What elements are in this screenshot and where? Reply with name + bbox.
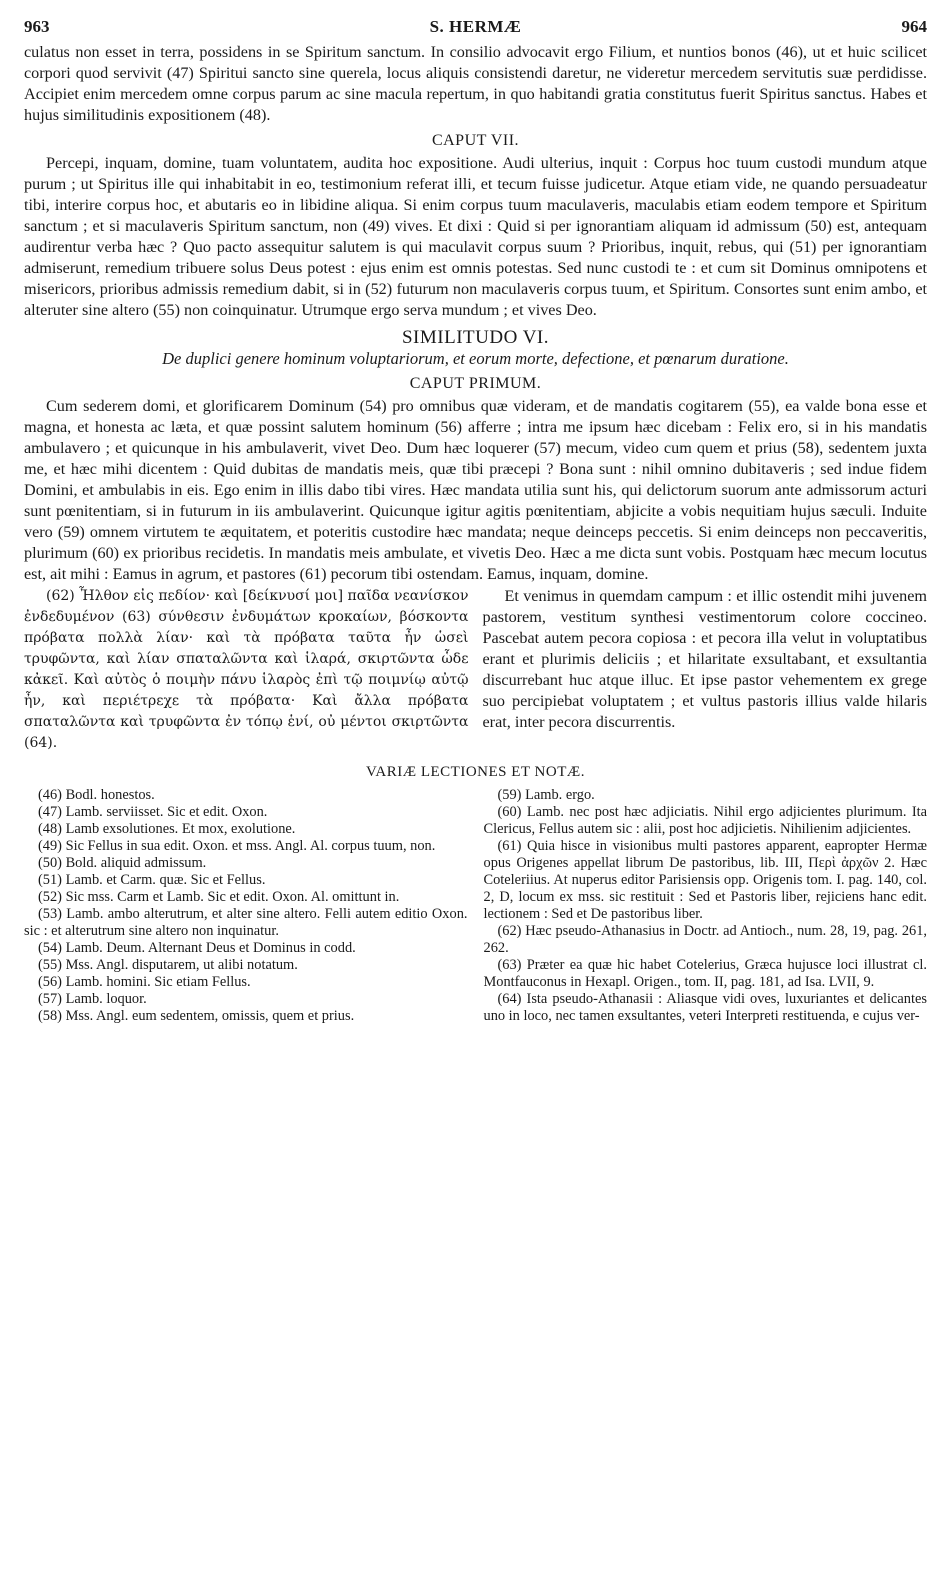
footnote: (54) Lamb. Deum. Alternant Deus et Dominus in codd. xyxy=(38,940,356,956)
footnote: (49) Sic Fellus in sua edit. Oxon. et mss. Angl. Al. corpus tuum, non. xyxy=(38,838,436,854)
footnote: (50) Bold. aliquid admissum. xyxy=(38,855,207,871)
footnote: (53) Lamb. ambo alterutrum, et alter sine altero. Felli autem editio Oxon. sic : et alterutrum sine altero non inquinatur. xyxy=(24,906,468,939)
footnote: (48) Lamb exsolutiones. Et mox, exolutione. xyxy=(38,821,296,837)
footnote: (46) Bodl. honestos. xyxy=(38,787,155,803)
footnote: (47) Lamb. serviisset. Sic et edit. Oxon. xyxy=(38,804,268,820)
paragraph-caput-vii: Percepi, inquam, domine, tuam voluntatem, audita hoc expositione. Audi ulterius, inquit : Corpus hoc tuum custodi mundum atque purum ; ut Spiritus ille qui inhabitabit in eo, testimonium referat illi, et tecum fuisse judicetur. Atque etiam vide, ne quando persuadeatur tibi, interire corpus hoc, et abutaris eo in libidine aliqua. Si enim corpus tuum maculaveris, maculabis etiam eodem tempore et Spiritum sanctum ; et si maculaveris Spiritum sanctum, non (49) vives. Et dixi : Quid si per ignorantiam aliquam id admissum (50) est, antequam audirentur verba hæc ? Quo pacto assequitur salutem is qui maculavit corpus suum ? Prioribus, inquit, rebus, qui (51) per ignorantiam admiserunt, remedium tribuere solus Deus potest : ejus enim est omnis potestas. Sed nunc custodi te : et cum sit Dominus omnipotens et misericors, prioribus admissis remedium dabit, si in (52) futurum non maculaveris corpus tuum, et Spiritum. Consortes sunt enim ambo, et alteruter sine altero (55) non coinquinatur. Utrumque ergo serva mundum ; et vives Deo. xyxy=(24,154,927,319)
page-number-left: 963 xyxy=(24,17,50,36)
footnote: (57) Lamb. loquor. xyxy=(38,991,147,1007)
footnote: (51) Lamb. et Carm. quæ. Sic et Fellus. xyxy=(38,872,266,888)
footnote: (52) Sic mss. Carm et Lamb. Sic et edit. Oxon. Al. omittunt in. xyxy=(38,889,400,905)
greek-text-column xyxy=(24,586,469,754)
footnote: (55) Mss. Angl. disputarem, ut alibi notatum. xyxy=(38,957,298,973)
footnote: (60) Lamb. nec post hæc adjiciatis. Nihil ergo adjicientes plurimum. Ita Clericus, Fellus autem sic : alii, post hoc adjicietis. Nihilienim adjicientes. xyxy=(483,804,927,837)
paragraph-continuation: culatus non esset in terra, possidens in se Spiritum sanctum. In consilio advocavit ergo Filium, et nuntios bonos (46), ut et huic scilicet corpori quod servivit (47) Spiritui sancto sine querela, locus aliquis consistendi daretur, ne videretur mercedem servitutis suæ perdidisse. Accipiet enim mercedem omne corpus parum ac sine macula repertum, in quo habitandi gratia constitutus fuerit Spiritus sanctus. Habes et hujus similitudinis expositionem (48). xyxy=(24,43,927,124)
latin-text-column xyxy=(483,586,928,754)
latin-paragraph: Et venimus in quemdam campum : et illic ostendit mihi juvenem pastorem, vestitum synthesi vestimentorum colore coccineo. Pascebat autem pecora copiosa : et pecora illa velut in voluptatibus erant et plurimis deliciis ; et hilaritate exsultabant, et exsultantia discurrebant huc atque illuc. Et ipse pastor vehementem ex grege suo percipiebat voluptatem ; et vultus pastoris illius valde hilaris erat, inter pecora discurrentis. xyxy=(482,587,927,731)
chapter-heading-vii: CAPUT VII. xyxy=(431,132,520,149)
paragraph-caput-primum: Cum sederem domi, et glorificarem Dominum (54) pro omnibus quæ videram, et de mandatis cogitarem (55), ea valde bona esse et magna, et honesta ac læta, et quæ possint salutem hominum (56) afferre ; intra me ipsum hæc dicebam : Felix ero, si in his mandatis ambulavero ; et quicunque in his ambulaverit, vivet Deo. Dum hæc loquerer (57) mecum, video cum quem et prius (58), sedentem juxta me, et hæc mihi dicentem : Quid dubitas de mandatis meis, quæ tibi præcepi ? Bona sunt : nihil omnino dubitaveris ; sed indue fidem Domini, et ambulabis in eis. Ego enim in illis dabo tibi vires. Hæc mandata utilia sunt his, qui delictorum suorum ante admissorum acturi sunt pœnitentiam, si in futurum in iis ambulaverint. Quicunque igitur agitis pœnitentiam, abjicite a vobis nequitiam hujus sæculi. Induite vero (59) omnem virtutem te æquitatem, et poteritis custodire hæc mandata; neque deinceps peccetis. Si enim deinceps non peccaveritis, plurimum (60) ex prioribus recidetis. In mandatis meis ambulate, et vivetis Deo. Hæc a me dicta sunt vobis. Postquam hæc mecum locutus est, ait mihi : Eamus in agrum, et pastores (61) pecorum tibi ostendam. Eamus, inquam, domine. xyxy=(24,397,927,583)
footnote: (64) Ista pseudo-Athanasii : Aliasque vidi oves, luxuriantes et delicantes uno in loco, nec tamen exsultantes, veteri Interpreti restituenda, e cujus ver- xyxy=(483,991,927,1024)
chapter-heading-primum: CAPUT PRIMUM. xyxy=(409,375,542,392)
footnote: (59) Lamb. ergo. xyxy=(497,787,595,803)
footnotes-left-column xyxy=(24,787,468,1025)
running-title: S. HERMÆ xyxy=(429,17,522,36)
footnote: (56) Lamb. homini. Sic etiam Fellus. xyxy=(38,974,251,990)
footnote: (62) Hæc pseudo-Athanasius in Doctr. ad Antioch., num. 28, 19, pag. 261, 262. xyxy=(483,923,927,956)
similitude-heading: SIMILITUDO VI. xyxy=(401,327,550,348)
footnote: (58) Mss. Angl. eum sedentem, omissis, quem et prius. xyxy=(38,1008,355,1024)
greek-paragraph: (62) Ἦλθον εἰς πεδίον· καὶ [δείκνυσί μοι] παῖδα νεανίσκον ἐνδεδυμένον (63) σύνθεσιν ἐνδυμάτων κροκαίων, βόσκοντα πρόβατα πολλὰ λίαν· καὶ τὰ πρόβατα ταῦτα ἦν ὡσεὶ τρυφῶντα, καὶ λίαν σπαταλῶντα καὶ ἱλαρά, σκιρτῶντα ὧδε κἀκεῖ. Καὶ αὐτὸς ὁ ποιμὴν πάνυ ἱλαρὸς ἐπὶ τῷ ποιμνίῳ αὐτῷ ἦν, καὶ περιέτρεχε τὰ πρόβατα· Καὶ ἄλλα πρόβατα σπαταλῶντα καὶ τρυφῶντα ἐν τόπῳ ἑνί, οὐ μέντοι σκιρτῶντα (64). xyxy=(24,588,469,751)
similitude-subtitle: De duplici genere hominum voluptariorum, et eorum morte, defectione, et pœnarum duratione. xyxy=(162,349,789,368)
footnotes xyxy=(24,787,927,1025)
running-header xyxy=(24,16,927,42)
page-number-right: 964 xyxy=(901,17,927,36)
parallel-text-columns xyxy=(24,586,927,754)
footnotes-right-column xyxy=(484,787,928,1025)
notes-heading: VARIÆ LECTIONES ET NOTÆ. xyxy=(366,764,585,780)
footnote: (63) Præter ea quæ hic habet Cotelerius, Græca hujusce loci illustrat cl. Montfauconus in Hexapl. Origen., tom. II, pag. 181, ad Isa. LVII, 9. xyxy=(483,957,927,990)
footnote: (61) Quia hisce in visionibus multi pastores apparent, eapropter Hermæ opus Origenes appellat librum De pastoribus, lib. III, Περὶ ἀρχῶν 2. Hæc Coteleriius. At nuperus editor Parisiensis opp. Origenis tom. I. pag. 140, col. 2, D, locum ex mss. sic restituit : Sed et Pastoris liber, rejiciens hanc edit. lectionem : Sed et De pastoribus liber. xyxy=(483,838,927,922)
